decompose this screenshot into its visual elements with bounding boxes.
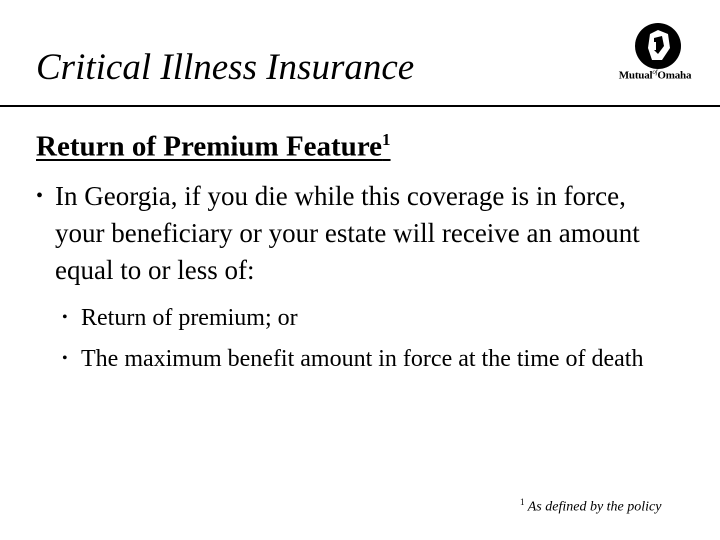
bullet-dot: •	[62, 350, 68, 367]
sub-bullet: • Return of premium; or	[62, 300, 702, 336]
logo-wordmark: Mutual$^{of}$Omaha	[618, 68, 692, 82]
bullet-dot: •	[62, 309, 68, 326]
sub-bullet: • The maximum benefit amount in force at the time of death	[62, 341, 702, 377]
footnote: $^1$ As defined by the policy	[520, 497, 662, 515]
main-bullet: • In Georgia, if you die while this coverage is in force, your beneficiary or your estate will receive an amount equal to or less of:	[36, 178, 676, 289]
title-divider	[0, 105, 720, 107]
section-heading: Return of Premium Feature$^1$	[36, 130, 391, 163]
slide-title: Critical Illness Insurance	[36, 47, 415, 88]
bullet-dot: •	[36, 185, 44, 207]
